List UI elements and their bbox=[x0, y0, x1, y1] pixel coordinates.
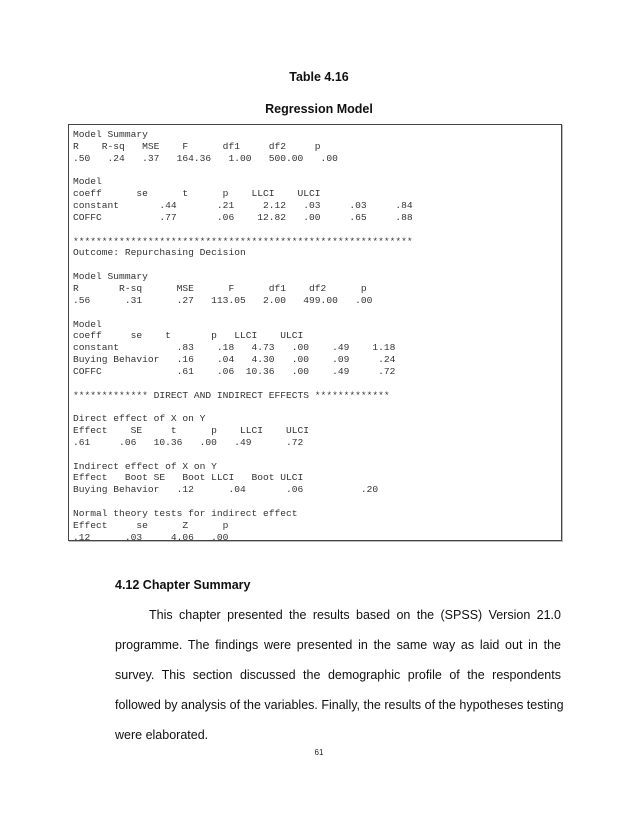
output-line: Outcome: Repurchasing Decision bbox=[73, 247, 246, 259]
output-line: Effect se Z p bbox=[73, 519, 229, 531]
paragraph-line: were elaborated. bbox=[115, 728, 209, 742]
output-line: constant .44 .21 2.12 .03 .03 .84 bbox=[73, 200, 413, 212]
output-line: *********************************************************** bbox=[73, 235, 413, 247]
section-heading: 4.12 Chapter Summary bbox=[115, 578, 251, 592]
output-line: Direct effect of X on Y bbox=[73, 413, 206, 425]
output-line: .61 .06 10.36 .00 .49 .72 bbox=[73, 436, 304, 448]
output-line: Model Summary bbox=[73, 129, 148, 140]
output-line: coeff se t p LLCI ULCI bbox=[73, 188, 321, 200]
output-line: .56 .31 .27 113.05 2.00 499.00 .00 bbox=[73, 294, 373, 306]
output-line: constant .83 .18 4.73 .00 .49 1.18 bbox=[73, 342, 396, 354]
paragraph-line: programme. The findings were presented in the same way as laid out in the bbox=[115, 638, 561, 652]
regression-output-text bbox=[73, 129, 413, 544]
summary-paragraph bbox=[115, 600, 564, 750]
output-line: coeff se t p LLCI ULCI bbox=[73, 330, 304, 342]
output-line: Buying Behavior .16 .04 4.30 .00 .09 .24 bbox=[73, 354, 396, 366]
regression-output-box bbox=[68, 124, 562, 541]
output-line: Model bbox=[73, 176, 102, 188]
output-line: Model Summary bbox=[73, 271, 148, 283]
output-line: COFFC .61 .06 10.36 .00 .49 .72 bbox=[73, 365, 396, 377]
paragraph-line: followed by analysis of the variables. Finally, the results of the hypotheses testing bbox=[115, 698, 564, 712]
table-title: Regression Model bbox=[265, 102, 373, 116]
output-line: R R-sq MSE F df1 df2 p bbox=[73, 282, 367, 294]
output-line: .12 .03 4.06 .00 bbox=[73, 531, 229, 543]
output-line: .50 .24 .37 164.36 1.00 500.00 .00 bbox=[73, 152, 338, 164]
output-line: Model bbox=[73, 318, 102, 330]
output-line: Effect Boot SE Boot LLCI Boot ULCI bbox=[73, 472, 304, 484]
page-number: 61 bbox=[314, 748, 324, 757]
output-line: R R-sq MSE F df1 df2 p bbox=[73, 140, 321, 152]
table-number: Table 4.16 bbox=[289, 70, 349, 84]
output-line: Buying Behavior .12 .04 .06 .20 bbox=[73, 484, 379, 496]
paragraph-line: This chapter presented the results based on the (SPSS) Version 21.0 bbox=[149, 608, 561, 622]
output-line: Normal theory tests for indirect effect bbox=[73, 508, 298, 519]
output-line: Indirect effect of X on Y bbox=[73, 460, 217, 472]
output-line: COFFC .77 .06 12.82 .00 .65 .88 bbox=[73, 211, 413, 223]
output-line: Effect SE t p LLCI ULCI bbox=[73, 425, 310, 437]
paragraph-line: survey. This section discussed the demographic profile of the respondents bbox=[115, 668, 561, 682]
output-line: ************* DIRECT AND INDIRECT EFFECTS ************* bbox=[73, 389, 390, 401]
